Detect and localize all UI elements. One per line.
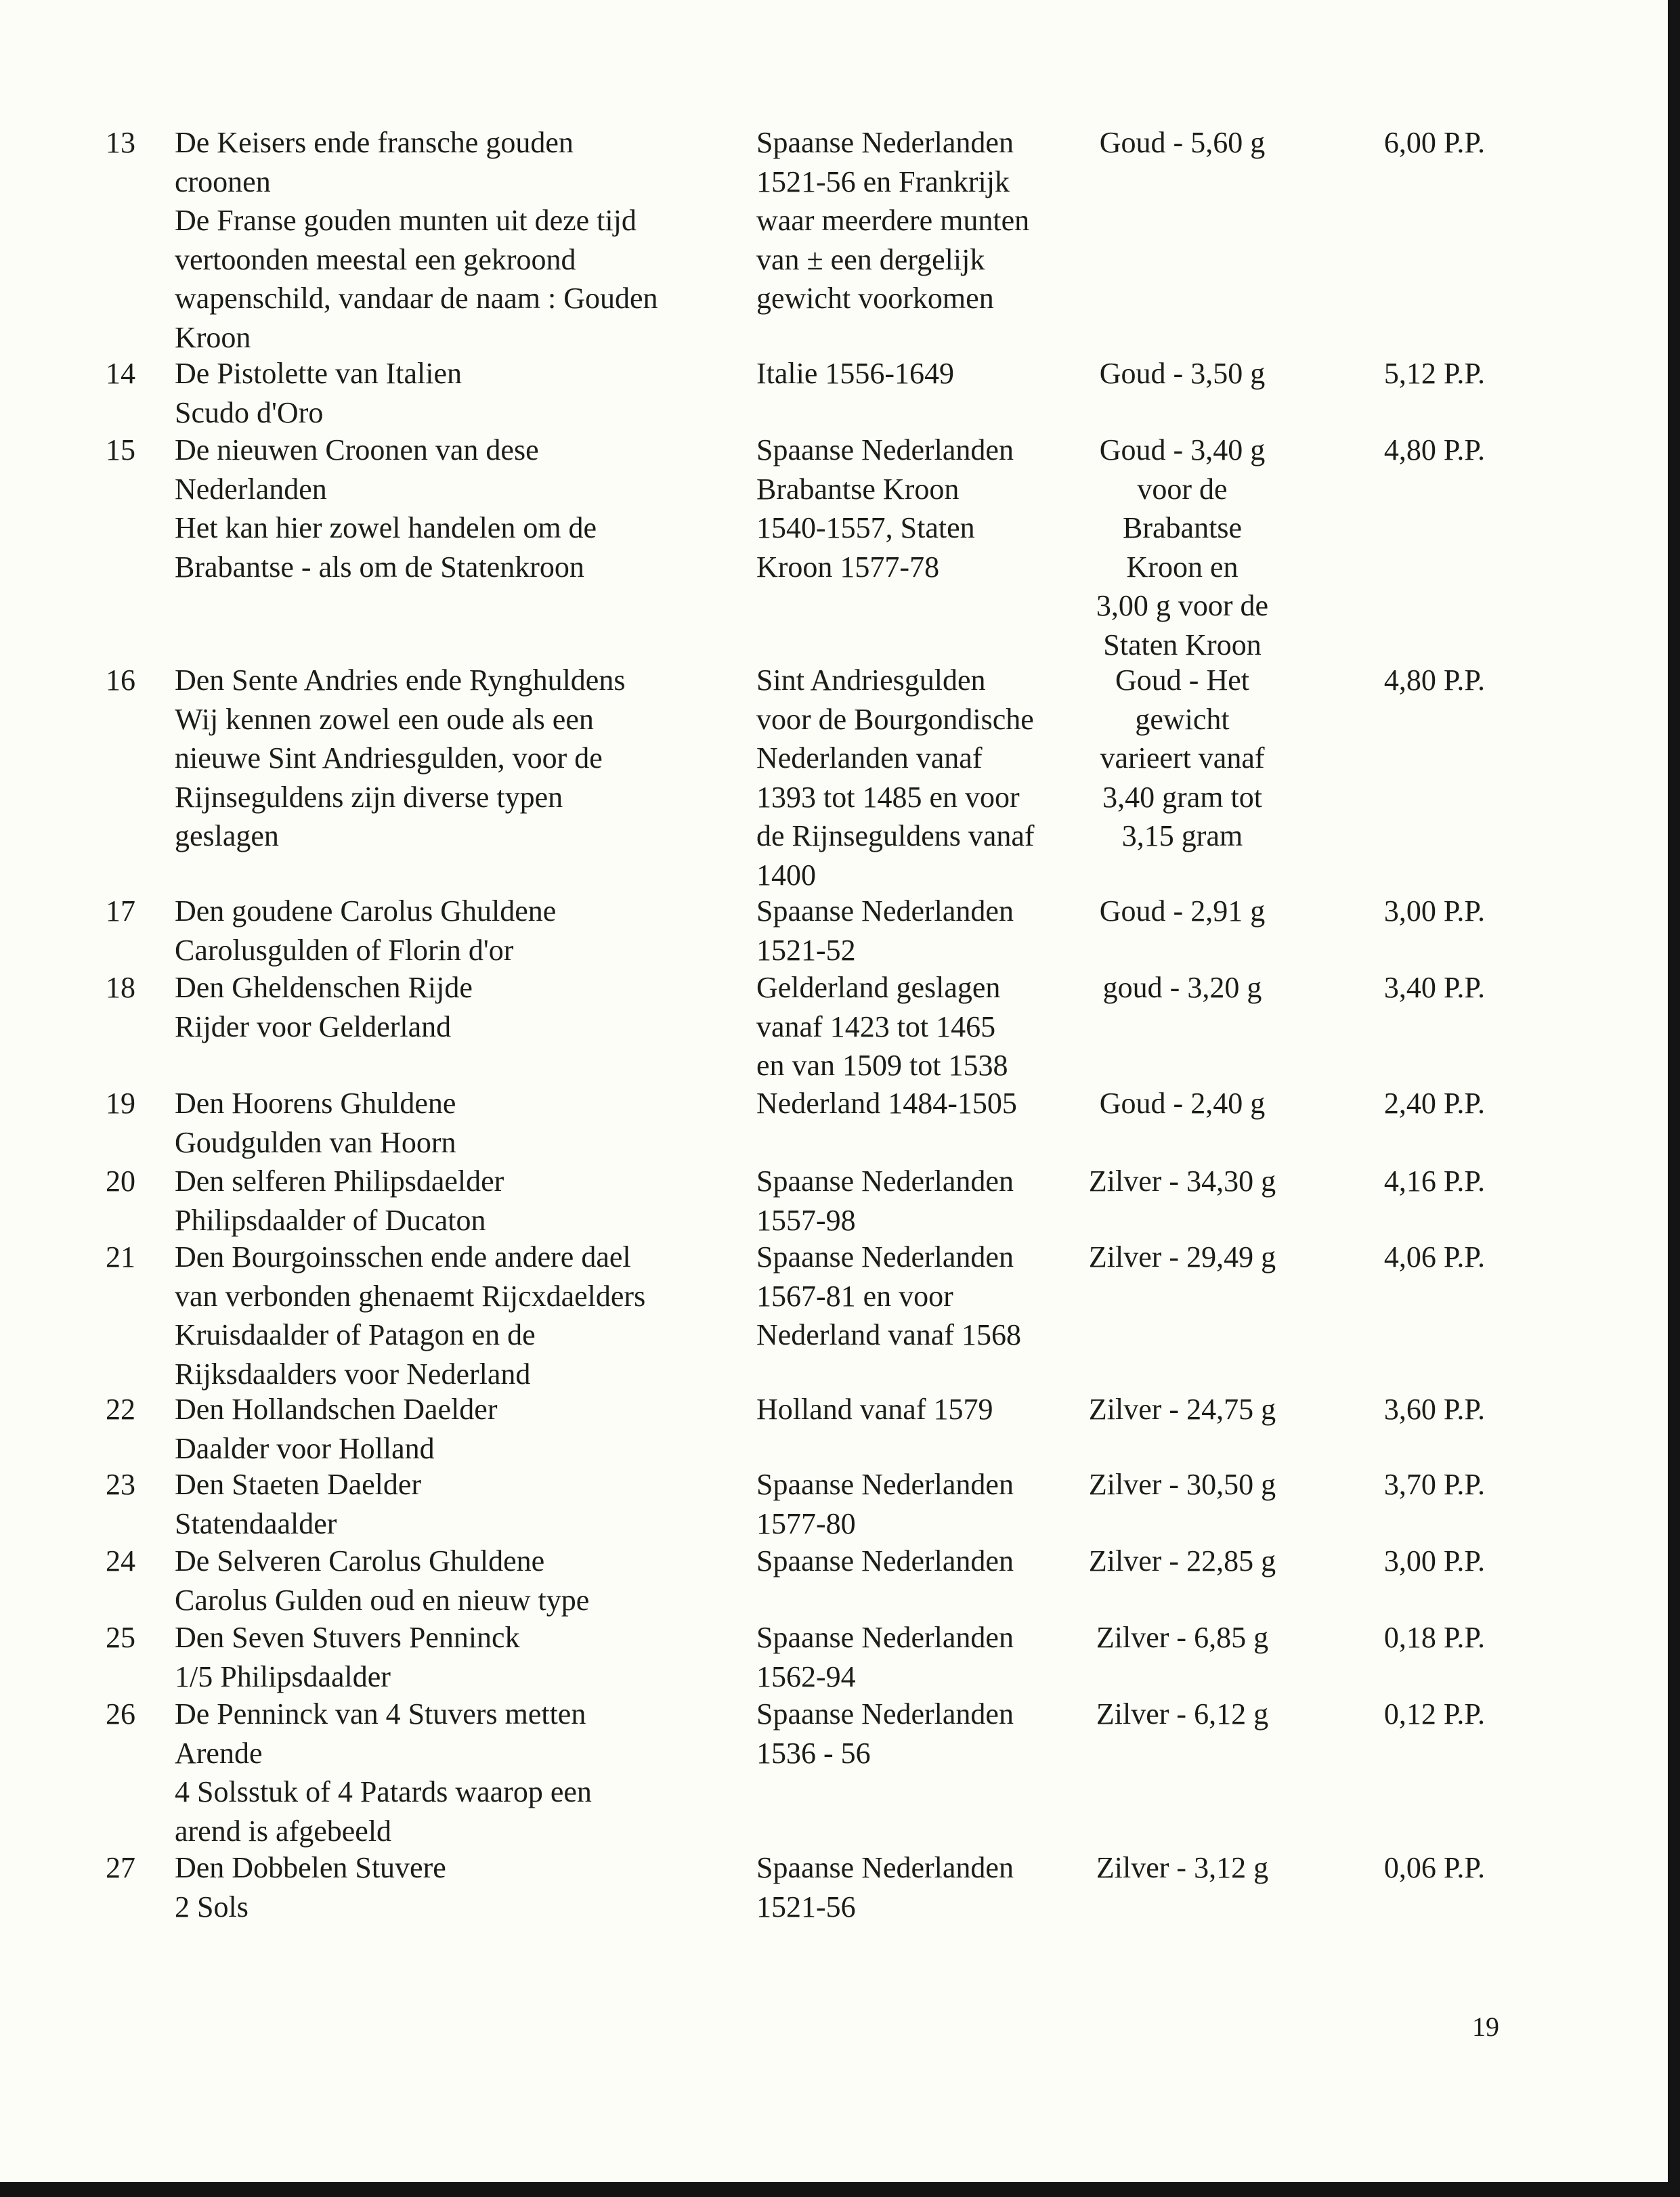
entry-number: 20 bbox=[106, 1165, 135, 1198]
coin-origin-line: Spaanse Nederlanden bbox=[756, 1851, 1014, 1884]
coin-origin-line: Spaanse Nederlanden bbox=[756, 1240, 1014, 1274]
coin-origin bbox=[756, 1084, 1017, 1123]
coin-description bbox=[175, 1618, 520, 1696]
coin-description-line: Den goudene Carolus Ghuldene bbox=[175, 894, 557, 928]
coin-origin-line: Nederland vanaf 1568 bbox=[756, 1318, 1021, 1351]
coin-description-line: Arende bbox=[175, 1736, 263, 1770]
coin-description-line: Wij kennen zowel een oude als een bbox=[175, 702, 594, 736]
coin-origin-line: Nederlanden vanaf bbox=[756, 741, 983, 775]
coin-origin-line: vanaf 1423 tot 1465 bbox=[756, 1009, 996, 1043]
coin-metal-weight bbox=[1056, 1542, 1308, 1581]
coin-description-line: Scudo d'Oro bbox=[175, 395, 324, 429]
coin-origin-line: 1562-94 bbox=[756, 1659, 856, 1693]
coin-description-line: Den Seven Stuvers Penninck bbox=[175, 1621, 520, 1654]
coin-description bbox=[175, 354, 462, 432]
coin-description-line: Nederlanden bbox=[175, 472, 327, 506]
coin-origin bbox=[756, 1162, 1014, 1240]
coin-value: 3,60 P.P. bbox=[1383, 1393, 1485, 1426]
coin-metal-weight-line: voor de bbox=[1137, 472, 1228, 506]
coin-origin bbox=[756, 968, 1008, 1085]
coin-metal-weight-line: goud - 3,20 g bbox=[1102, 971, 1262, 1004]
coin-description-line: 1/5 Philipsdaalder bbox=[175, 1659, 391, 1693]
coin-metal-weight-line: Zilver - 29,49 g bbox=[1088, 1240, 1276, 1274]
coin-description-line: Den Hollandschen Daelder bbox=[175, 1393, 498, 1426]
coin-origin-line: 1521-56 bbox=[756, 1890, 856, 1923]
coin-value: 0,12 P.P. bbox=[1383, 1697, 1485, 1731]
entry-number: 16 bbox=[106, 664, 135, 697]
coin-description-line: Kroon bbox=[175, 320, 251, 354]
coin-metal-weight-line: Zilver - 3,12 g bbox=[1096, 1851, 1269, 1884]
coin-origin-line: de Rijnseguldens vanaf bbox=[756, 819, 1035, 852]
coin-description-line: Het kan hier zowel handelen om de bbox=[175, 511, 597, 544]
coin-description-line: Rijksdaalders voor Nederland bbox=[175, 1357, 531, 1391]
coin-description bbox=[175, 1238, 645, 1393]
coin-origin-line: Spaanse Nederlanden bbox=[756, 1697, 1014, 1731]
coin-description-line: Den Gheldenschen Rijde bbox=[175, 971, 473, 1004]
coin-value: 3,70 P.P. bbox=[1383, 1468, 1485, 1501]
coin-description-line: De Keisers ende fransche gouden bbox=[175, 126, 574, 159]
coin-value: 3,40 P.P. bbox=[1383, 971, 1485, 1004]
coin-value: 0,06 P.P. bbox=[1383, 1851, 1485, 1884]
coin-description-line: Philipsdaalder of Ducaton bbox=[175, 1203, 486, 1237]
coin-description-line: Carolusgulden of Florin d'or bbox=[175, 933, 514, 967]
coin-origin-line: Sint Andriesgulden bbox=[756, 664, 986, 697]
coin-metal-weight bbox=[1056, 1162, 1308, 1201]
coin-description-line: Den selferen Philipsdaelder bbox=[175, 1165, 504, 1198]
coin-origin-line: Spaanse Nederlanden bbox=[756, 126, 1014, 159]
coin-metal-weight bbox=[1056, 1695, 1308, 1734]
coin-description bbox=[175, 1542, 589, 1619]
coin-description-line: van verbonden ghenaemt Rijcxdaelders bbox=[175, 1279, 646, 1313]
coin-description-line: Carolus Gulden oud en nieuw type bbox=[175, 1583, 590, 1617]
coin-metal-weight-line: Goud - 5,60 g bbox=[1099, 126, 1266, 159]
coin-metal-weight-line: Zilver - 6,12 g bbox=[1096, 1697, 1269, 1731]
coin-metal-weight bbox=[1056, 892, 1308, 931]
coin-origin-line: 1577-80 bbox=[756, 1506, 856, 1540]
coin-metal-weight-line: 3,40 gram tot bbox=[1102, 780, 1262, 814]
coin-origin bbox=[756, 123, 1029, 318]
entry-number: 17 bbox=[106, 894, 135, 928]
coin-origin-line: van ± een dergelijk bbox=[756, 242, 985, 276]
coin-metal-weight bbox=[1056, 968, 1308, 1007]
coin-description-line: De nieuwen Croonen van dese bbox=[175, 433, 539, 466]
coin-description-line: Den Hoorens Ghuldene bbox=[175, 1087, 456, 1120]
coin-origin-line: Nederland 1484-1505 bbox=[756, 1087, 1017, 1120]
coin-description-line: Daalder voor Holland bbox=[175, 1431, 435, 1465]
entry-number: 23 bbox=[106, 1468, 135, 1501]
coin-metal-weight-line: Zilver - 22,85 g bbox=[1088, 1544, 1276, 1578]
entry-number: 13 bbox=[106, 126, 135, 159]
coin-description-line: Rijder voor Gelderland bbox=[175, 1009, 452, 1043]
coin-metal-weight bbox=[1056, 1084, 1308, 1123]
coin-origin-line: Italie 1556-1649 bbox=[756, 357, 955, 390]
page-edge-bottom bbox=[0, 2182, 1680, 2197]
coin-origin-line: gewicht voorkomen bbox=[756, 282, 994, 315]
entry-number: 21 bbox=[106, 1240, 135, 1274]
entry-number: 14 bbox=[106, 357, 135, 390]
coin-metal-weight-line: Zilver - 34,30 g bbox=[1088, 1165, 1276, 1198]
entry-number: 19 bbox=[106, 1087, 135, 1120]
coin-description bbox=[175, 1848, 446, 1926]
coin-metal-weight bbox=[1056, 431, 1308, 664]
entry-number: 27 bbox=[106, 1851, 135, 1884]
coin-description bbox=[175, 123, 658, 357]
coin-metal-weight bbox=[1056, 1465, 1308, 1504]
coin-metal-weight bbox=[1056, 1848, 1308, 1888]
coin-metal-weight-line: Zilver - 24,75 g bbox=[1088, 1393, 1276, 1426]
coin-metal-weight-line: Goud - 3,50 g bbox=[1099, 357, 1266, 390]
coin-metal-weight-line: 3,00 g voor de bbox=[1096, 589, 1269, 622]
coin-origin bbox=[756, 1390, 993, 1429]
coin-description-line: geslagen bbox=[175, 819, 279, 852]
entry-number: 25 bbox=[106, 1621, 135, 1654]
coin-description-line: De Penninck van 4 Stuvers metten bbox=[175, 1697, 586, 1731]
coin-value: 5,12 P.P. bbox=[1383, 357, 1485, 390]
coin-description-line: De Pistolette van Italien bbox=[175, 357, 462, 390]
coin-metal-weight bbox=[1056, 1390, 1308, 1429]
entry-number: 22 bbox=[106, 1393, 135, 1426]
coin-metal-weight-line: Kroon en bbox=[1126, 550, 1239, 584]
coin-description bbox=[175, 1084, 456, 1162]
coin-origin-line: 1521-56 en Frankrijk bbox=[756, 165, 1010, 198]
coin-description bbox=[175, 892, 556, 970]
coin-description-line: Statendaalder bbox=[175, 1506, 337, 1540]
coin-description-line: wapenschild, vandaar de naam : Gouden bbox=[175, 282, 658, 315]
coin-description bbox=[175, 1695, 592, 1850]
coin-origin bbox=[756, 1542, 1014, 1581]
coin-metal-weight-line: 3,15 gram bbox=[1121, 819, 1243, 852]
coin-metal-weight-line: Brabantse bbox=[1123, 511, 1242, 544]
coin-description-line: De Franse gouden munten uit deze tijd bbox=[175, 204, 637, 237]
coin-origin-line: 1400 bbox=[756, 858, 816, 892]
coin-origin-line: 1536 - 56 bbox=[756, 1736, 871, 1770]
entry-number: 18 bbox=[106, 971, 135, 1004]
coin-origin-line: 1540-1557, Staten bbox=[756, 511, 975, 544]
coin-origin-line: Spaanse Nederlanden bbox=[756, 894, 1014, 928]
coin-description-line: croonen bbox=[175, 165, 271, 198]
coin-value: 2,40 P.P. bbox=[1383, 1087, 1485, 1120]
coin-metal-weight-line: Zilver - 30,50 g bbox=[1088, 1468, 1276, 1501]
coin-origin-line: Gelderland geslagen bbox=[756, 971, 1001, 1004]
coin-origin-line: 1557-98 bbox=[756, 1203, 856, 1237]
coin-origin-line: en van 1509 tot 1538 bbox=[756, 1049, 1008, 1082]
coin-description-line: arend is afgebeeld bbox=[175, 1814, 392, 1848]
coin-origin-line: 1567-81 en voor bbox=[756, 1279, 953, 1313]
coin-description bbox=[175, 1162, 504, 1240]
coin-metal-weight-line: varieert vanaf bbox=[1100, 741, 1265, 775]
coin-metal-weight bbox=[1056, 354, 1308, 393]
coin-origin bbox=[756, 1238, 1021, 1355]
coin-origin-line: Spaanse Nederlanden bbox=[756, 1544, 1014, 1578]
coin-origin-line: Brabantse Kroon bbox=[756, 472, 960, 506]
coin-metal-weight bbox=[1056, 661, 1308, 856]
coin-metal-weight bbox=[1056, 1618, 1308, 1657]
entry-number: 26 bbox=[106, 1697, 135, 1731]
coin-description bbox=[175, 1465, 421, 1543]
coin-description-line: nieuwe Sint Andriesgulden, voor de bbox=[175, 741, 603, 775]
coin-metal-weight bbox=[1056, 1238, 1308, 1277]
coin-origin-line: voor de Bourgondische bbox=[756, 702, 1034, 736]
coin-description-line: Goudgulden van Hoorn bbox=[175, 1125, 456, 1159]
coin-origin bbox=[756, 354, 954, 393]
page-edge-right bbox=[1668, 0, 1680, 2197]
coin-description-line: Den Bourgoinsschen ende andere dael bbox=[175, 1240, 631, 1274]
coin-origin-line: Kroon 1577-78 bbox=[756, 550, 940, 584]
coin-description-line: Den Sente Andries ende Rynghuldens bbox=[175, 664, 626, 697]
coin-origin bbox=[756, 1848, 1014, 1926]
coin-value: 0,18 P.P. bbox=[1383, 1621, 1485, 1654]
coin-value: 4,80 P.P. bbox=[1383, 433, 1485, 466]
coin-metal-weight-line: Goud - 2,91 g bbox=[1099, 894, 1266, 928]
coin-value: 4,06 P.P. bbox=[1383, 1240, 1485, 1274]
coin-description bbox=[175, 431, 597, 586]
coin-origin bbox=[756, 431, 1014, 586]
coin-metal-weight bbox=[1056, 123, 1308, 162]
coin-description-line: 4 Solsstuk of 4 Patards waarop een bbox=[175, 1775, 592, 1808]
entry-number: 15 bbox=[106, 433, 135, 466]
coin-value: 6,00 P.P. bbox=[1383, 126, 1485, 159]
coin-origin bbox=[756, 1465, 1014, 1543]
coin-origin-line: Spaanse Nederlanden bbox=[756, 433, 1014, 466]
coin-metal-weight-line: Zilver - 6,85 g bbox=[1096, 1621, 1269, 1654]
coin-value: 4,16 P.P. bbox=[1383, 1165, 1485, 1198]
coin-origin-line: Holland vanaf 1579 bbox=[756, 1393, 993, 1426]
coin-origin-line: Spaanse Nederlanden bbox=[756, 1468, 1014, 1501]
coin-description bbox=[175, 661, 625, 856]
coin-origin-line: 1521-52 bbox=[756, 933, 856, 967]
coin-origin-line: 1393 tot 1485 en voor bbox=[756, 780, 1020, 814]
coin-value: 3,00 P.P. bbox=[1383, 894, 1485, 928]
coin-description bbox=[175, 968, 473, 1046]
coin-metal-weight-line: Goud - Het bbox=[1115, 664, 1249, 697]
coin-metal-weight-line: Goud - 2,40 g bbox=[1099, 1087, 1266, 1120]
coin-origin-line: Spaanse Nederlanden bbox=[756, 1621, 1014, 1654]
coin-metal-weight-line: Staten Kroon bbox=[1103, 628, 1262, 661]
coin-metal-weight-line: gewicht bbox=[1135, 702, 1230, 736]
coin-origin bbox=[756, 892, 1014, 970]
coin-value: 3,00 P.P. bbox=[1383, 1544, 1485, 1578]
coin-description-line: 2 Sols bbox=[175, 1890, 249, 1923]
entry-number: 24 bbox=[106, 1544, 135, 1578]
coin-value: 4,80 P.P. bbox=[1383, 664, 1485, 697]
coin-origin bbox=[756, 661, 1035, 894]
coin-origin bbox=[756, 1695, 1014, 1772]
coin-description-line: Den Staeten Daelder bbox=[175, 1468, 422, 1501]
coin-description-line: Brabantse - als om de Statenkroon bbox=[175, 550, 584, 584]
coin-description-line: Den Dobbelen Stuvere bbox=[175, 1851, 446, 1884]
coin-origin-line: Spaanse Nederlanden bbox=[756, 1165, 1014, 1198]
coin-metal-weight-line: Goud - 3,40 g bbox=[1099, 433, 1266, 466]
coin-description-line: Rijnseguldens zijn diverse typen bbox=[175, 780, 563, 814]
coin-description-line: vertoonden meestal een gekroond bbox=[175, 242, 576, 276]
coin-description-line: De Selveren Carolus Ghuldene bbox=[175, 1544, 545, 1578]
coin-description-line: Kruisdaalder of Patagon en de bbox=[175, 1318, 536, 1351]
page-number: 19 bbox=[1472, 2011, 1499, 2042]
coin-origin-line: waar meerdere munten bbox=[756, 204, 1030, 237]
coin-origin bbox=[756, 1618, 1014, 1696]
coin-description bbox=[175, 1390, 497, 1468]
